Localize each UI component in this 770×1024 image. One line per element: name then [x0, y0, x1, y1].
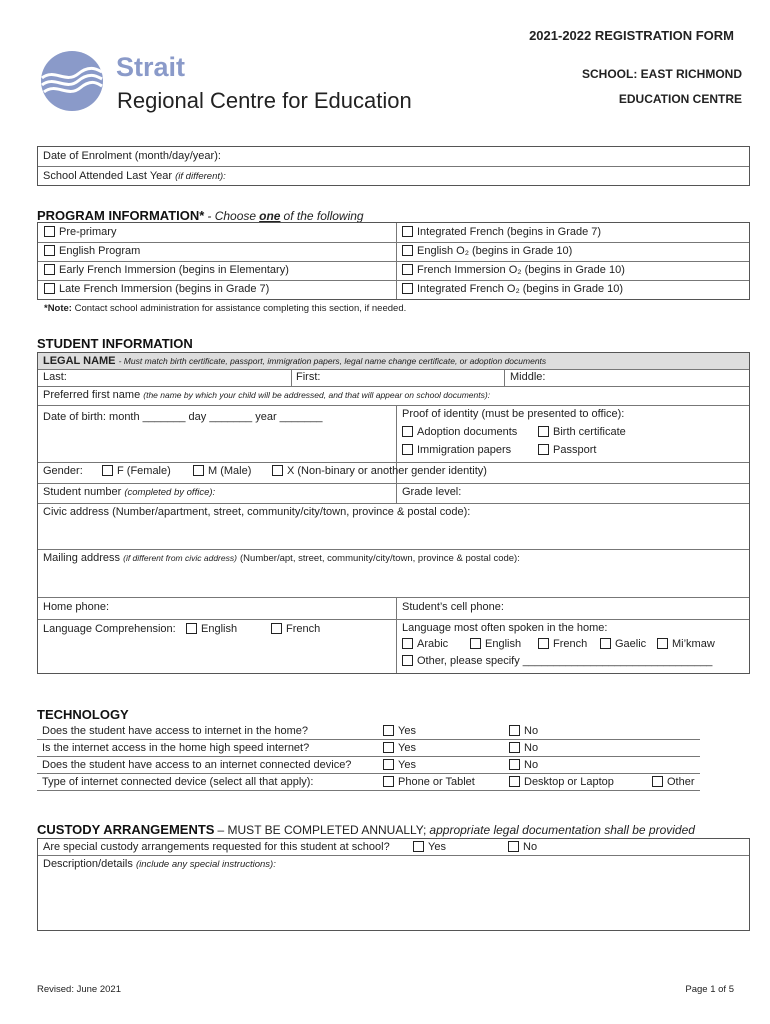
custody-question: Are special custody arrangements requested for this student at school?: [43, 841, 390, 853]
home-phone-field[interactable]: Home phone:: [43, 601, 110, 613]
date-of-enrolment-field[interactable]: [43, 150, 221, 162]
checkbox-icon[interactable]: [509, 759, 520, 770]
enrolment-table: [37, 146, 750, 186]
org-name-rce: Regional Centre for Education: [117, 88, 412, 113]
tech-q-high-speed: Is the internet access in the home high speed internet?: [42, 742, 310, 754]
grade-level-field[interactable]: Grade level:: [402, 486, 462, 498]
school-name-line1: SCHOOL: EAST RICHMOND: [582, 67, 742, 81]
checkbox-icon[interactable]: [402, 283, 413, 294]
checkbox-icon[interactable]: [383, 742, 394, 753]
checkbox-icon[interactable]: [44, 245, 55, 256]
cell-phone-field[interactable]: Student’s cell phone:: [402, 601, 504, 613]
tech-highspeed-no[interactable]: No: [509, 742, 538, 754]
preferred-name-field[interactable]: Preferred first name (the name by which your child will be addressed, and that will appear on school documents):: [43, 389, 491, 401]
school-name-line2: EDUCATION CENTRE: [618, 92, 742, 106]
checkbox-icon[interactable]: [44, 264, 55, 275]
program-option-early-french[interactable]: Early French Immersion (begins in Elementary): [44, 264, 289, 276]
checkbox-icon[interactable]: [413, 841, 424, 852]
student-section-title: STUDENT INFORMATION: [37, 336, 193, 351]
date-of-birth-field[interactable]: Date of birth: month _______ day _______ year _______: [43, 411, 323, 423]
home-language-gaelic[interactable]: Gaelic: [600, 638, 646, 650]
tech-device-no[interactable]: No: [509, 759, 538, 771]
gender-x[interactable]: X (Non-binary or another gender identity): [272, 465, 487, 477]
custody-section-title: CUSTODY ARRANGEMENTS – MUST BE COMPLETED ANNUALLY; appropriate legal documentation shall be provided: [37, 822, 695, 837]
tech-q-internet-access: Does the student have access to internet in the home?: [42, 725, 308, 737]
school-last-year-note: (if different):: [175, 171, 226, 182]
school-last-year-field[interactable]: [43, 170, 226, 182]
custody-no[interactable]: No: [508, 841, 537, 853]
org-name-strait: Strait: [116, 52, 186, 82]
gender-male[interactable]: M (Male): [193, 465, 251, 477]
proof-adoption-documents[interactable]: Adoption documents: [402, 426, 517, 438]
home-language-english[interactable]: English: [470, 638, 521, 650]
program-option-english[interactable]: English Program: [44, 245, 140, 257]
tech-device-phone-tablet[interactable]: Phone or Tablet: [383, 776, 475, 788]
checkbox-icon[interactable]: [509, 742, 520, 753]
home-language-arabic[interactable]: Arabic: [402, 638, 448, 650]
form-title: 2021-2022 REGISTRATION FORM: [529, 28, 734, 43]
checkbox-icon[interactable]: [402, 444, 413, 455]
date-of-enrolment-label: Date of Enrolment (month/day/year):: [43, 150, 221, 162]
program-section-title: PROGRAM INFORMATION* - Choose one of the following: [37, 208, 364, 223]
technology-table: [37, 723, 700, 791]
custody-table: [37, 838, 750, 931]
home-language-label: Language most often spoken in the home:: [402, 622, 608, 634]
home-language-french[interactable]: French: [538, 638, 587, 650]
comprehension-french[interactable]: French: [271, 623, 320, 635]
checkbox-icon[interactable]: [402, 638, 413, 649]
custody-yes[interactable]: Yes: [413, 841, 446, 853]
checkbox-icon[interactable]: [383, 759, 394, 770]
checkbox-icon[interactable]: [509, 776, 520, 787]
tech-device-yes[interactable]: Yes: [383, 759, 416, 771]
program-table: [37, 222, 750, 300]
checkbox-icon[interactable]: [538, 426, 549, 437]
program-option-pre-primary[interactable]: Pre-primary: [44, 226, 116, 238]
checkbox-icon[interactable]: [383, 725, 394, 736]
middle-name-field[interactable]: Middle:: [510, 371, 546, 383]
checkbox-icon[interactable]: [383, 776, 394, 787]
legal-name-header: LEGAL NAME - Must match birth certificate, passport, immigration papers, legal name change certificate, or adoption documents: [43, 355, 547, 367]
first-name-field[interactable]: First:: [296, 371, 321, 383]
tech-device-other[interactable]: Other: [652, 776, 695, 788]
civic-address-field[interactable]: Civic address (Number/apartment, street, community/city/town, province & postal code):: [43, 506, 471, 518]
checkbox-icon[interactable]: [44, 283, 55, 294]
checkbox-icon[interactable]: [402, 655, 413, 666]
home-language-other[interactable]: Other, please specify _______________________________: [402, 655, 712, 667]
checkbox-icon[interactable]: [402, 226, 413, 237]
proof-passport[interactable]: Passport: [538, 444, 596, 456]
checkbox-icon[interactable]: [44, 226, 55, 237]
checkbox-icon[interactable]: [652, 776, 663, 787]
proof-immigration-papers[interactable]: Immigration papers: [402, 444, 511, 456]
logo: [40, 50, 104, 112]
tech-device-desktop-laptop[interactable]: Desktop or Laptop: [509, 776, 614, 788]
gender-label: Gender:: [43, 465, 83, 477]
checkbox-icon[interactable]: [509, 725, 520, 736]
tech-q-device-type: Type of internet connected device (select all that apply):: [42, 776, 314, 788]
checkbox-icon[interactable]: [402, 264, 413, 275]
comprehension-english[interactable]: English: [186, 623, 237, 635]
program-option-english-o2[interactable]: English O₂ (begins in Grade 10): [402, 245, 572, 257]
checkbox-icon[interactable]: [470, 638, 481, 649]
custody-description-field[interactable]: Description/details (include any special instructions):: [43, 858, 276, 870]
checkbox-icon[interactable]: [272, 465, 283, 476]
checkbox-icon[interactable]: [402, 426, 413, 437]
tech-internet-no[interactable]: No: [509, 725, 538, 737]
page-number: Page 1 of 5: [685, 984, 734, 995]
tech-highspeed-yes[interactable]: Yes: [383, 742, 416, 754]
proof-of-identity-label: Proof of identity (must be presented to office):: [402, 408, 625, 420]
program-option-integrated-french-o2[interactable]: Integrated French O₂ (begins in Grade 10): [402, 283, 623, 295]
program-option-french-immersion-o2[interactable]: French Immersion O₂ (begins in Grade 10): [402, 264, 625, 276]
student-number-field[interactable]: Student number (completed by office):: [43, 486, 216, 498]
gender-female[interactable]: F (Female): [102, 465, 171, 477]
proof-birth-certificate[interactable]: Birth certificate: [538, 426, 626, 438]
checkbox-icon[interactable]: [600, 638, 611, 649]
checkbox-icon[interactable]: [102, 465, 113, 476]
language-comprehension-label: Language Comprehension:: [43, 623, 176, 635]
strait-wave-logo-icon: [40, 50, 104, 112]
technology-section-title: TECHNOLOGY: [37, 707, 129, 722]
tech-q-device: Does the student have access to an internet connected device?: [42, 759, 352, 771]
program-note: *Note: Contact school administration for assistance completing this section, if needed.: [44, 303, 407, 314]
program-option-late-french[interactable]: Late French Immersion (begins in Grade 7): [44, 283, 269, 295]
checkbox-icon[interactable]: [538, 444, 549, 455]
mailing-address-field[interactable]: Mailing address (if different from civic address) (Number/apt, street, community/city/town, province & postal code):: [43, 552, 520, 564]
school-last-year-label: School Attended Last Year: [43, 170, 173, 182]
checkbox-icon[interactable]: [538, 638, 549, 649]
checkbox-icon[interactable]: [186, 623, 197, 634]
checkbox-icon[interactable]: [402, 245, 413, 256]
student-table: [37, 352, 750, 674]
tech-internet-yes[interactable]: Yes: [383, 725, 416, 737]
checkbox-icon[interactable]: [508, 841, 519, 852]
home-language-mikmaw[interactable]: Mi’kmaw: [657, 638, 715, 650]
checkbox-icon[interactable]: [271, 623, 282, 634]
checkbox-icon[interactable]: [657, 638, 668, 649]
program-option-integrated-french[interactable]: Integrated French (begins in Grade 7): [402, 226, 601, 238]
revised-date: Revised: June 2021: [37, 984, 121, 995]
checkbox-icon[interactable]: [193, 465, 204, 476]
last-name-field[interactable]: Last:: [43, 371, 67, 383]
